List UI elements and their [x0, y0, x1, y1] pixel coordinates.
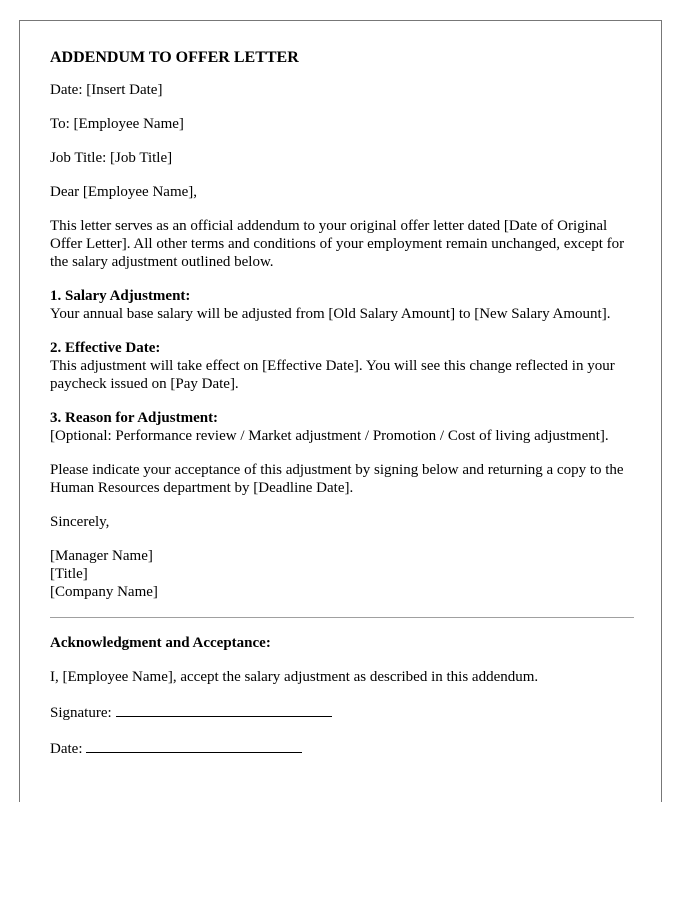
section-reason — [50, 409, 634, 445]
signature-field-row — [50, 702, 634, 722]
acknowledgment-statement: I, [Employee Name], accept the salary adjustment as described in this addendum. — [50, 669, 539, 685]
section-salary-adjustment — [50, 287, 634, 323]
intro-paragraph: This letter serves as an official addendum to your original offer letter dated [Date of Original Offer Letter]. All other terms and conditions of your employment remain unchanged, except for the salary adjustment outlined below. — [50, 218, 625, 270]
manager-title: [Title] — [50, 566, 88, 582]
recipient-line: To: [Employee Name] — [50, 116, 184, 132]
section-heading: 3. Reason for Adjustment: — [50, 410, 219, 426]
signature-block — [50, 547, 634, 601]
signature-line[interactable] — [116, 702, 332, 717]
sign-off: Sincerely, — [50, 514, 110, 530]
section-body: This adjustment will take effect on [Effective Date]. You will see this change reflected in your paycheck issued on [Pay Date]. — [50, 358, 615, 392]
section-divider — [50, 617, 634, 618]
letter-page — [19, 20, 662, 802]
section-body: [Optional: Performance review / Market adjustment / Promotion / Cost of living adjustment]. — [50, 428, 609, 444]
section-heading: 1. Salary Adjustment: — [50, 288, 191, 304]
section-effective-date — [50, 339, 634, 393]
letter-content — [50, 48, 634, 774]
section-body: Your annual base salary will be adjusted from [Old Salary Amount] to [New Salary Amount]. — [50, 306, 611, 322]
company-name: [Company Name] — [50, 584, 158, 600]
job-title-line: Job Title: [Job Title] — [50, 150, 173, 166]
date-signature-line[interactable] — [86, 738, 302, 753]
date-field-row — [50, 738, 634, 758]
document-title: ADDENDUM TO OFFER LETTER — [50, 49, 299, 66]
date-line: Date: [Insert Date] — [50, 82, 163, 98]
acceptance-request: Please indicate your acceptance of this adjustment by signing below and returning a copy to the Human Resources department by [Deadline Date]. — [50, 462, 624, 496]
acknowledgment-heading: Acknowledgment and Acceptance: — [50, 635, 271, 651]
date-label: Date: — [50, 741, 83, 757]
section-heading: 2. Effective Date: — [50, 340, 161, 356]
manager-name: [Manager Name] — [50, 548, 153, 564]
salutation: Dear [Employee Name], — [50, 184, 198, 200]
signature-label: Signature: — [50, 705, 112, 721]
